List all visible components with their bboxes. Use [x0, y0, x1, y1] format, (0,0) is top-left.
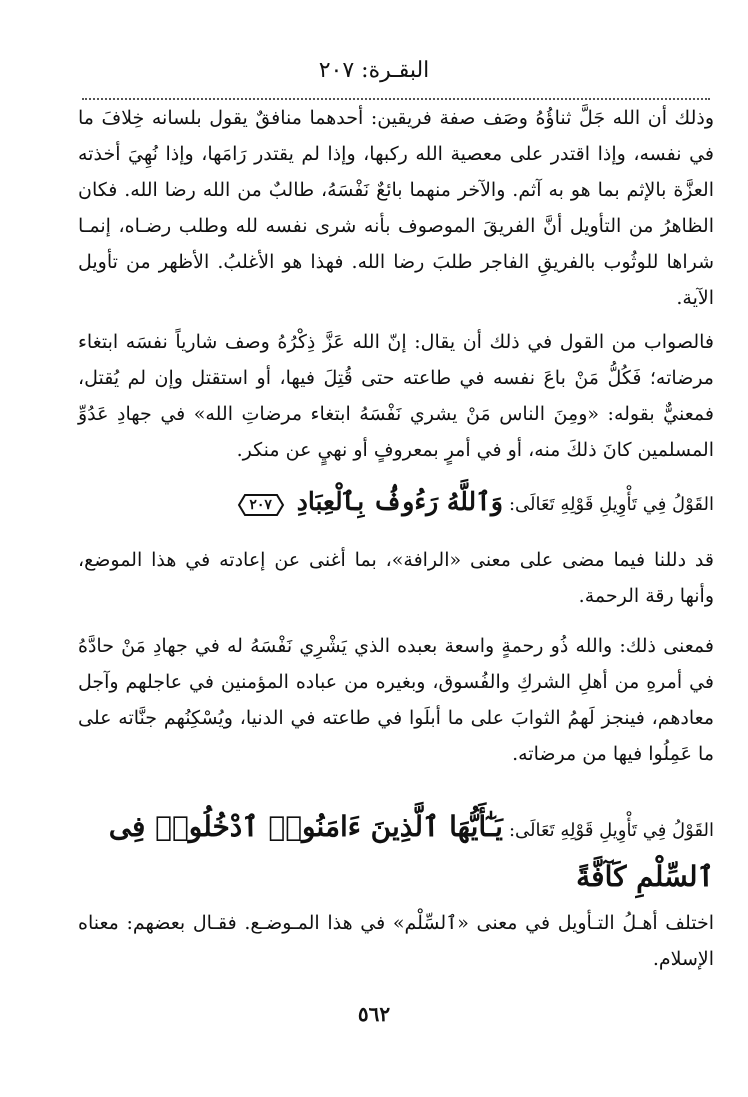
commentary-paragraph: فمعنى ذلك: والله ذُو رحمةٍ واسعة بعبده الذي يَشْرِي نَفْسَهُ له في جهادِ مَنْ حادَّهُ في أمرهِ من أهلِ الشركِ والفُسوق، وبغيره من عباده المؤمنين في عاجلهم وآجل معادهم، فينجز لَهمُ الثوابَ على ما أبلَوا في طاعته في الدنيا، ويُسْكِنُهم جنَّاته على ما عَمِلُوا فيها من مرضاته. — [78, 635, 714, 765]
page-header: البقـرة: ٢٠٧ — [318, 58, 430, 83]
ayah-number: ٢٠٧ — [249, 497, 272, 513]
verse-heading — [70, 482, 714, 525]
ayah-number-marker — [237, 492, 285, 518]
quran-verse: وَٱللَّهُ رَءُوفُۢ بِٱلْعِبَادِ — [296, 487, 503, 516]
verse-heading — [70, 804, 714, 903]
quran-verse: يَـٰٓأَيُّهَا ٱلَّذِينَ ءَامَنُوا۟ ٱدْخُلُوا۟ فِى ٱلسِّلْمِ كَآفَّةً — [108, 810, 714, 893]
verse-heading-intro: القَوْلُ فِي تَأْوِيلِ قَوْلِهِ تَعَالَى: — [508, 494, 714, 515]
commentary-paragraph: فالصواب من القول في ذلك أن يقال: إنّ الله عَزَّ ذِكْرُهُ وصف شارياً نفسَه ابتغاء مرضاته؛ فَكُلُّ مَنْ باعَ نفسه في طاعته حتى قُتِلَ فيها، أو استقتل وإن لم يُقتل، فمعنيٌّ بقوله: «ومِنَ الناس مَنْ يشري نَفْسَهُ ابتغاء مرضاتِ الله» في جهادِ عَدُوِّ المسلمين كانَ ذلكَ منه، أو في أمرٍ بمعروفٍ أو نهيٍ عن منكر. — [78, 331, 714, 461]
commentary-paragraph: قد دللنا فيما مضى على معنى «الرافة»، بما أغنى عن إعادته في هذا الموضع، وأنها رقة الرحمة. — [78, 549, 714, 607]
commentary-paragraph: اختلف أهـلُ التـأويل في معنى «ٱلسِّلْم» في هذا المـوضـع. فقـال بعضهم: معناه الإسلام. — [78, 912, 714, 970]
verse-heading-intro: القَوْلُ فِي تَأْوِيلِ قَوْلِهِ تَعَالَى: — [508, 820, 714, 841]
page-number: ٥٦٢ — [357, 1002, 391, 1026]
commentary-paragraph: وذلك أن الله جَلَّ ثناؤُهُ وصَف صفة فريقين: أحدهما منافقٌ يقول بلسانه خِلافَ ما في نفسه، وإذا اقتدر على معصية الله ركبها، وإذا لم يقتدر رَامَها، وإذا نُهِيَ أخذته العزَّة بالإثم بما هو به آثم. والآخر منهما بائعٌ نَفْسَهُ، طالبٌ من الله رضا الله. فكان الظاهرُ من التأويل أنَّ الفريقَ الموصوف بأنه شرى نفسه لله وطلب رضـاه، إنمـا شراها للوثُوب بالفريقِ الفاجر طلبَ رضا الله. فهذا هو الأغلبُ. الأظهر من تأويل الآية. — [78, 107, 714, 309]
